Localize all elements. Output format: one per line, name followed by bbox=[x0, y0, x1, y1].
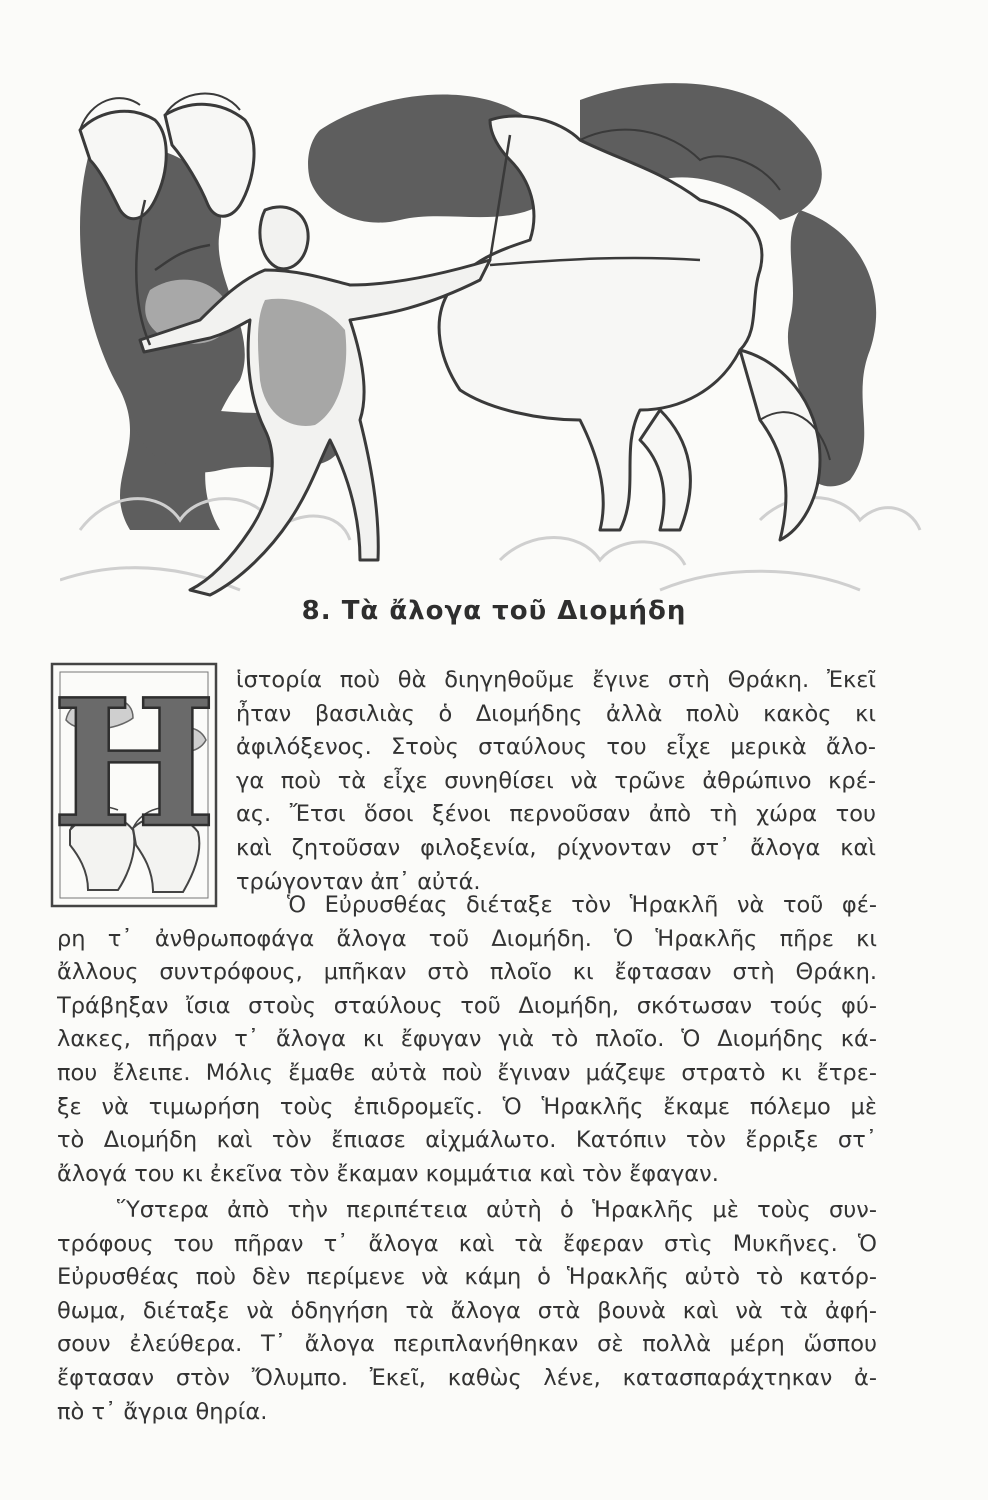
paragraph-3 bbox=[57, 1194, 877, 1429]
text-line: ἦταν βασιλιὰς ὁ Διομήδης ἀλλὰ πολὺ κακὸς κι bbox=[236, 700, 876, 727]
text-line: ἱστορία ποὺ θὰ διηγηθοῦμε ἔγινε στὴ Θράκη. Ἐκεῖ bbox=[236, 667, 876, 693]
text-line: καὶ ζητοῦσαν φιλοξενία, ρίχνονταν στ᾽ ἄλογα καὶ bbox=[236, 834, 876, 861]
heracles-horses-illustration bbox=[60, 60, 930, 605]
text-line: Τράβηξαν ἴσια στοὺς σταύλους τοῦ Διομήδη, σκότωσαν τούς φύ- bbox=[57, 992, 877, 1019]
intro-paragraph bbox=[236, 664, 876, 899]
text-line: ἔφτασαν στὸν Ὄλυμπο. Ἐκεῖ, καθὼς λένε, κατασπαράχτηκαν ἀ- bbox=[57, 1364, 877, 1391]
text-line: σουν ἐλεύθερα. Τ᾽ ἄλογα περιπλανήθηκαν σὲ πολλὰ μέρη ὥσπου bbox=[57, 1331, 877, 1358]
text-line: Ὕστερα ἀπὸ τὴν περιπέτεια αὐτὴ ὁ Ἡρακλῆς μὲ τοὺς συν- bbox=[117, 1197, 877, 1223]
text-line: τὸ Διομήδη καὶ τὸν ἔπιασε αἰχμάλωτο. Κατόπιν τὸν ἔρριξε στ᾽ bbox=[57, 1127, 877, 1154]
dropcap-letter: Η bbox=[51, 662, 217, 867]
decorative-dropcap bbox=[48, 660, 220, 910]
text-line: τρόφους του πῆραν τ᾽ ἄλογα καὶ τὰ ἔφεραν στὶς Μυκῆνες. Ὁ bbox=[57, 1230, 877, 1257]
text-line: γα ποὺ τὰ εἶχε συνηθίσει νὰ τρῶνε ἀθρώπινο κρέ- bbox=[236, 767, 876, 794]
text-line: που ἔλειπε. Μόλις ἔμαθε αὐτὰ ποὺ ἔγιναν μάζεψε στρατὸ κι ἔτρε- bbox=[57, 1059, 877, 1086]
text-line: ἀφιλόξενος. Στοὺς σταύλους του εἶχε μερικὰ ἄλο- bbox=[236, 734, 876, 761]
paragraph-2 bbox=[57, 889, 877, 1191]
text-line: ξε νὰ τιμωρήση τοὺς ἐπιδρομεῖς. Ὁ Ἡρακλῆς ἔκαμε πόλεμο μὲ bbox=[57, 1093, 877, 1120]
text-line: λακες, πῆραν τ᾽ ἄλογα κι ἔφυγαν γιὰ τὸ πλοῖο. Ὁ Διομήδης κά- bbox=[57, 1026, 877, 1053]
text-line: Ὁ Εὐρυσθέας διέταξε τὸν Ἡρακλῆ νὰ τοῦ φέ- bbox=[287, 892, 877, 918]
text-line: ἄλλους συντρόφους, μπῆκαν στὸ πλοῖο κι ἔφτασαν στὴ Θράκη. bbox=[57, 959, 877, 986]
chapter-heading bbox=[0, 596, 988, 626]
text-line: Εὐρυσθέας ποὺ δὲν περίμενε νὰ κάμη ὁ Ἡρακλῆς αὐτὸ τὸ κατόρ- bbox=[57, 1264, 877, 1291]
text-line: τρώγονταν ἀπ᾽ αὐτά. bbox=[236, 868, 481, 895]
text-line: ρη τ᾽ ἀνθρωποφάγα ἄλογα τοῦ Διομήδη. Ὁ Ἡρακλῆς πῆρε κι bbox=[57, 925, 877, 952]
text-line: ἄλογά του κι ἐκεῖνα τὸν ἔκαμαν κομμάτια καὶ τὸν ἔφαγαν. bbox=[57, 1160, 719, 1187]
chapter-title: Τὰ ἄλογα τοῦ Διομήδη bbox=[341, 596, 687, 626]
text-line: ας. Ἔτσι ὅσοι ξένοι περνοῦσαν ἀπὸ τὴ χώρα του bbox=[236, 801, 876, 828]
text-line: θωμα, διέταξε νὰ ὁδηγήση τὰ ἄλογα στὰ βουνὰ καὶ νὰ τὰ ἀφή- bbox=[57, 1297, 877, 1324]
chapter-number: 8. bbox=[301, 596, 332, 626]
text-line: πὸ τ᾽ ἄγρια θηρία. bbox=[57, 1398, 268, 1425]
